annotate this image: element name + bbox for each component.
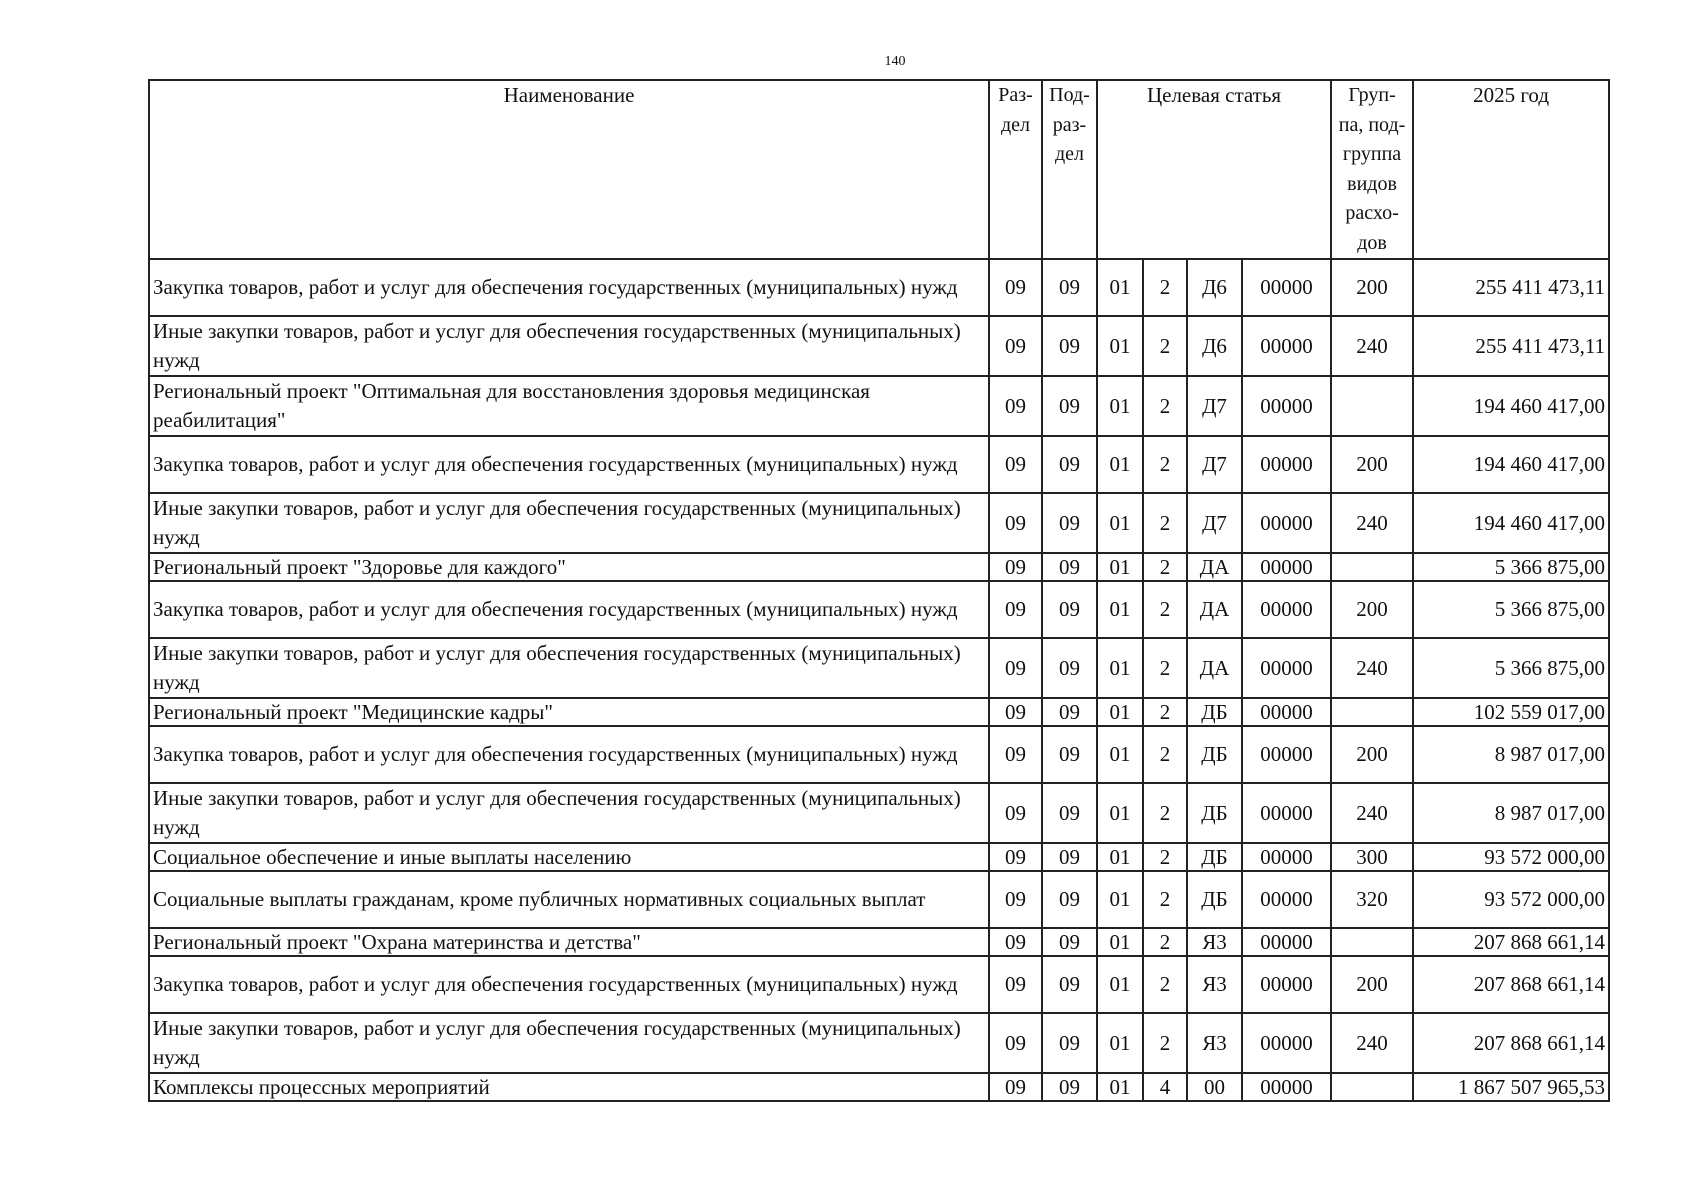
row-target-program-cell: 01 xyxy=(1097,376,1143,436)
row-amount-cell: 207 868 661,14 xyxy=(1413,928,1609,956)
row-name-cell: Социальные выплаты гражданам, кроме публичных нормативных социальных выплат xyxy=(149,871,989,928)
row-expense-group-cell: 320 xyxy=(1331,871,1413,928)
row-razdel-cell: 09 xyxy=(989,1013,1042,1073)
row-target-direction-cell: 00000 xyxy=(1242,376,1331,436)
row-podrazdel-cell: 09 xyxy=(1042,436,1097,493)
row-razdel-cell: 09 xyxy=(989,553,1042,581)
row-razdel-cell: 09 xyxy=(989,871,1042,928)
row-podrazdel-cell: 09 xyxy=(1042,726,1097,783)
row-target-project-cell: Я3 xyxy=(1187,1013,1242,1073)
row-name-cell: Иные закупки товаров, работ и услуг для обеспечения государственных (муниципальных) нужд xyxy=(149,783,989,843)
row-target-subprogram-cell: 2 xyxy=(1143,493,1187,553)
row-amount-cell: 207 868 661,14 xyxy=(1413,956,1609,1013)
row-target-project-cell: ДА xyxy=(1187,581,1242,638)
row-target-subprogram-cell: 2 xyxy=(1143,581,1187,638)
row-target-subprogram-cell: 2 xyxy=(1143,783,1187,843)
row-name-cell: Региональный проект "Здоровье для каждого" xyxy=(149,553,989,581)
row-target-direction-cell: 00000 xyxy=(1242,783,1331,843)
row-podrazdel-cell: 09 xyxy=(1042,871,1097,928)
row-expense-group-cell: 200 xyxy=(1331,956,1413,1013)
row-target-direction-cell: 00000 xyxy=(1242,436,1331,493)
row-amount-cell: 194 460 417,00 xyxy=(1413,493,1609,553)
row-target-project-cell: Я3 xyxy=(1187,956,1242,1013)
row-name-cell: Закупка товаров, работ и услуг для обеспечения государственных (муниципальных) нужд xyxy=(149,259,989,316)
row-target-project-cell: Д6 xyxy=(1187,259,1242,316)
header-podrazdel: Под- раз- дел xyxy=(1042,80,1097,259)
row-target-program-cell: 01 xyxy=(1097,843,1143,871)
row-target-subprogram-cell: 2 xyxy=(1143,1013,1187,1073)
row-target-program-cell: 01 xyxy=(1097,581,1143,638)
row-name-cell: Закупка товаров, работ и услуг для обеспечения государственных (муниципальных) нужд xyxy=(149,581,989,638)
row-target-direction-cell: 00000 xyxy=(1242,956,1331,1013)
row-target-direction-cell: 00000 xyxy=(1242,259,1331,316)
row-target-direction-cell: 00000 xyxy=(1242,581,1331,638)
row-expense-group-cell: 240 xyxy=(1331,638,1413,698)
row-podrazdel-cell: 09 xyxy=(1042,553,1097,581)
row-target-subprogram-cell: 2 xyxy=(1143,726,1187,783)
row-expense-group-cell: 240 xyxy=(1331,1013,1413,1073)
row-target-project-cell: Д7 xyxy=(1187,493,1242,553)
row-target-project-cell: ДБ xyxy=(1187,698,1242,726)
row-podrazdel-cell: 09 xyxy=(1042,1073,1097,1101)
row-amount-cell: 1 867 507 965,53 xyxy=(1413,1073,1609,1101)
row-target-direction-cell: 00000 xyxy=(1242,928,1331,956)
row-target-program-cell: 01 xyxy=(1097,928,1143,956)
table-row xyxy=(149,1073,1609,1101)
row-target-program-cell: 01 xyxy=(1097,698,1143,726)
row-target-project-cell: ДБ xyxy=(1187,783,1242,843)
row-expense-group-cell: 300 xyxy=(1331,843,1413,871)
row-target-subprogram-cell: 2 xyxy=(1143,956,1187,1013)
row-expense-group-cell xyxy=(1331,698,1413,726)
row-amount-cell: 5 366 875,00 xyxy=(1413,581,1609,638)
row-target-program-cell: 01 xyxy=(1097,1073,1143,1101)
row-amount-cell: 255 411 473,11 xyxy=(1413,259,1609,316)
table-row xyxy=(149,553,1609,581)
row-target-subprogram-cell: 2 xyxy=(1143,871,1187,928)
table-row xyxy=(149,316,1609,376)
row-name-cell: Иные закупки товаров, работ и услуг для обеспечения государственных (муниципальных) нужд xyxy=(149,1013,989,1073)
table-row xyxy=(149,698,1609,726)
row-target-subprogram-cell: 4 xyxy=(1143,1073,1187,1101)
table-row xyxy=(149,493,1609,553)
row-target-project-cell: Я3 xyxy=(1187,928,1242,956)
row-target-program-cell: 01 xyxy=(1097,436,1143,493)
table-row xyxy=(149,638,1609,698)
row-target-program-cell: 01 xyxy=(1097,871,1143,928)
row-razdel-cell: 09 xyxy=(989,493,1042,553)
row-amount-cell: 102 559 017,00 xyxy=(1413,698,1609,726)
table-row xyxy=(149,843,1609,871)
row-target-program-cell: 01 xyxy=(1097,1013,1143,1073)
row-razdel-cell: 09 xyxy=(989,316,1042,376)
row-podrazdel-cell: 09 xyxy=(1042,638,1097,698)
row-target-project-cell: 00 xyxy=(1187,1073,1242,1101)
row-razdel-cell: 09 xyxy=(989,581,1042,638)
row-name-cell: Социальное обеспечение и иные выплаты населению xyxy=(149,843,989,871)
row-target-subprogram-cell: 2 xyxy=(1143,316,1187,376)
row-target-subprogram-cell: 2 xyxy=(1143,638,1187,698)
row-expense-group-cell: 240 xyxy=(1331,493,1413,553)
row-target-program-cell: 01 xyxy=(1097,259,1143,316)
header-name: Наименование xyxy=(149,80,989,259)
row-podrazdel-cell: 09 xyxy=(1042,316,1097,376)
row-target-subprogram-cell: 2 xyxy=(1143,436,1187,493)
row-expense-group-cell xyxy=(1331,553,1413,581)
row-podrazdel-cell: 09 xyxy=(1042,843,1097,871)
header-year-2025: 2025 год xyxy=(1413,80,1609,259)
row-target-program-cell: 01 xyxy=(1097,553,1143,581)
table-row xyxy=(149,783,1609,843)
row-razdel-cell: 09 xyxy=(989,698,1042,726)
row-target-project-cell: Д7 xyxy=(1187,436,1242,493)
row-target-subprogram-cell: 2 xyxy=(1143,928,1187,956)
table-row xyxy=(149,376,1609,436)
row-name-cell: Иные закупки товаров, работ и услуг для обеспечения государственных (муниципальных) нужд xyxy=(149,316,989,376)
budget-table xyxy=(148,79,1610,1102)
page-number: 140 xyxy=(884,54,906,69)
row-target-program-cell: 01 xyxy=(1097,638,1143,698)
row-target-program-cell: 01 xyxy=(1097,316,1143,376)
row-name-cell: Региональный проект "Медицинские кадры" xyxy=(149,698,989,726)
row-target-program-cell: 01 xyxy=(1097,726,1143,783)
row-amount-cell: 5 366 875,00 xyxy=(1413,553,1609,581)
row-target-project-cell: Д6 xyxy=(1187,316,1242,376)
table-row xyxy=(149,956,1609,1013)
row-expense-group-cell: 240 xyxy=(1331,316,1413,376)
row-target-program-cell: 01 xyxy=(1097,783,1143,843)
table-body xyxy=(149,259,1609,1101)
row-target-subprogram-cell: 2 xyxy=(1143,259,1187,316)
row-razdel-cell: 09 xyxy=(989,259,1042,316)
row-amount-cell: 207 868 661,14 xyxy=(1413,1013,1609,1073)
row-name-cell: Закупка товаров, работ и услуг для обеспечения государственных (муниципальных) нужд xyxy=(149,726,989,783)
header-expense-group: Груп- па, под- группа видов расхо- дов xyxy=(1331,80,1413,259)
row-expense-group-cell xyxy=(1331,376,1413,436)
row-expense-group-cell: 200 xyxy=(1331,581,1413,638)
row-amount-cell: 93 572 000,00 xyxy=(1413,843,1609,871)
row-amount-cell: 194 460 417,00 xyxy=(1413,436,1609,493)
row-amount-cell: 8 987 017,00 xyxy=(1413,726,1609,783)
row-amount-cell: 8 987 017,00 xyxy=(1413,783,1609,843)
row-expense-group-cell: 200 xyxy=(1331,726,1413,783)
row-razdel-cell: 09 xyxy=(989,726,1042,783)
row-name-cell: Закупка товаров, работ и услуг для обеспечения государственных (муниципальных) нужд xyxy=(149,436,989,493)
table-row xyxy=(149,928,1609,956)
row-target-subprogram-cell: 2 xyxy=(1143,698,1187,726)
row-podrazdel-cell: 09 xyxy=(1042,493,1097,553)
row-target-project-cell: ДБ xyxy=(1187,843,1242,871)
row-expense-group-cell: 240 xyxy=(1331,783,1413,843)
row-podrazdel-cell: 09 xyxy=(1042,1013,1097,1073)
row-target-subprogram-cell: 2 xyxy=(1143,843,1187,871)
row-amount-cell: 255 411 473,11 xyxy=(1413,316,1609,376)
row-target-project-cell: ДА xyxy=(1187,553,1242,581)
row-expense-group-cell: 200 xyxy=(1331,436,1413,493)
row-target-program-cell: 01 xyxy=(1097,956,1143,1013)
row-target-direction-cell: 00000 xyxy=(1242,871,1331,928)
row-target-direction-cell: 00000 xyxy=(1242,726,1331,783)
row-target-direction-cell: 00000 xyxy=(1242,1073,1331,1101)
row-name-cell: Иные закупки товаров, работ и услуг для обеспечения государственных (муниципальных) нужд xyxy=(149,493,989,553)
row-expense-group-cell: 200 xyxy=(1331,259,1413,316)
row-podrazdel-cell: 09 xyxy=(1042,698,1097,726)
row-podrazdel-cell: 09 xyxy=(1042,928,1097,956)
row-podrazdel-cell: 09 xyxy=(1042,376,1097,436)
row-razdel-cell: 09 xyxy=(989,843,1042,871)
row-target-project-cell: ДБ xyxy=(1187,726,1242,783)
row-podrazdel-cell: 09 xyxy=(1042,581,1097,638)
row-expense-group-cell xyxy=(1331,928,1413,956)
row-target-direction-cell: 00000 xyxy=(1242,553,1331,581)
row-amount-cell: 194 460 417,00 xyxy=(1413,376,1609,436)
table-header-row xyxy=(149,80,1609,259)
row-amount-cell: 5 366 875,00 xyxy=(1413,638,1609,698)
row-target-project-cell: Д7 xyxy=(1187,376,1242,436)
row-target-subprogram-cell: 2 xyxy=(1143,376,1187,436)
row-name-cell: Закупка товаров, работ и услуг для обеспечения государственных (муниципальных) нужд xyxy=(149,956,989,1013)
row-name-cell: Иные закупки товаров, работ и услуг для обеспечения государственных (муниципальных) нужд xyxy=(149,638,989,698)
table-row xyxy=(149,259,1609,316)
row-razdel-cell: 09 xyxy=(989,1073,1042,1101)
row-target-direction-cell: 00000 xyxy=(1242,698,1331,726)
row-target-direction-cell: 00000 xyxy=(1242,493,1331,553)
row-name-cell: Региональный проект "Оптимальная для восстановления здоровья медицинская реабилитация" xyxy=(149,376,989,436)
row-target-program-cell: 01 xyxy=(1097,493,1143,553)
row-podrazdel-cell: 09 xyxy=(1042,259,1097,316)
row-razdel-cell: 09 xyxy=(989,376,1042,436)
table-row xyxy=(149,1013,1609,1073)
header-razdel: Раз- дел xyxy=(989,80,1042,259)
row-razdel-cell: 09 xyxy=(989,436,1042,493)
row-razdel-cell: 09 xyxy=(989,956,1042,1013)
row-target-direction-cell: 00000 xyxy=(1242,638,1331,698)
row-target-project-cell: ДБ xyxy=(1187,871,1242,928)
row-expense-group-cell xyxy=(1331,1073,1413,1101)
table-row xyxy=(149,726,1609,783)
row-razdel-cell: 09 xyxy=(989,638,1042,698)
row-name-cell: Комплексы процессных мероприятий xyxy=(149,1073,989,1101)
row-podrazdel-cell: 09 xyxy=(1042,956,1097,1013)
row-target-project-cell: ДА xyxy=(1187,638,1242,698)
row-name-cell: Региональный проект "Охрана материнства и детства" xyxy=(149,928,989,956)
table-row xyxy=(149,581,1609,638)
table-row xyxy=(149,871,1609,928)
row-target-direction-cell: 00000 xyxy=(1242,843,1331,871)
table-row xyxy=(149,436,1609,493)
row-target-subprogram-cell: 2 xyxy=(1143,553,1187,581)
row-razdel-cell: 09 xyxy=(989,783,1042,843)
row-razdel-cell: 09 xyxy=(989,928,1042,956)
row-target-direction-cell: 00000 xyxy=(1242,1013,1331,1073)
header-target-article: Целевая статья xyxy=(1097,80,1331,259)
row-target-direction-cell: 00000 xyxy=(1242,316,1331,376)
row-podrazdel-cell: 09 xyxy=(1042,783,1097,843)
row-amount-cell: 93 572 000,00 xyxy=(1413,871,1609,928)
